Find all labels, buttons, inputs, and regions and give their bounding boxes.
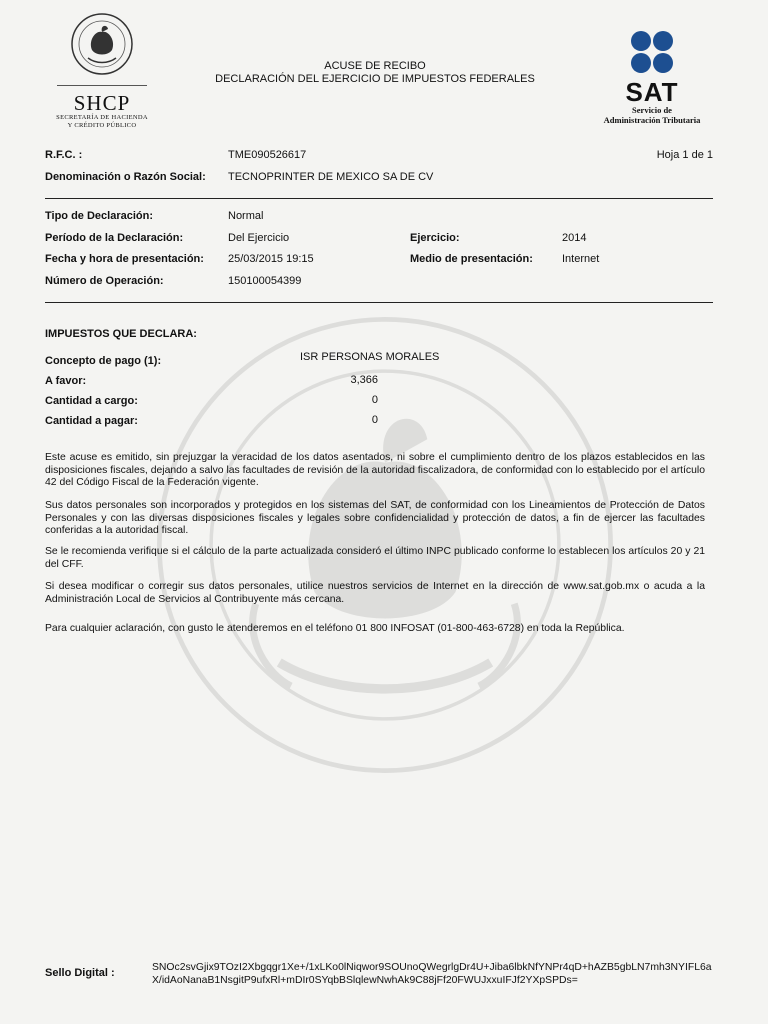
sat-sub-2: Administración Tributaria: [603, 115, 701, 125]
favor-label: A favor:: [45, 375, 87, 387]
page-indicator: Hoja 1 de 1: [656, 149, 713, 161]
taxes-section-title: IMPUESTOS QUE DECLARA:: [45, 328, 197, 340]
paragraph-modify-data: Si desea modificar o corregir sus datos personales, utilice nuestros servicios de Internet en la dirección de www.sat.gob.mx o acuda a la Administración Local de Servicios al Contribuyente más cercana.: [45, 581, 705, 605]
sat-sub-1: Servicio de: [632, 105, 672, 115]
fecha-label: Fecha y hora de presentación:: [45, 253, 204, 265]
title-line-2: DECLARACIÓN DEL EJERCICIO DE IMPUESTOS FEDERALES: [215, 73, 535, 85]
ejercicio-value: 2014: [562, 232, 587, 244]
title-line-1: ACUSE DE RECIBO: [324, 60, 426, 72]
rfc-value: TME090526617: [228, 149, 307, 161]
shcp-logo: [52, 12, 152, 130]
medio-label: Medio de presentación:: [410, 253, 533, 265]
sat-name: SAT: [625, 77, 679, 107]
divider-1: [45, 198, 713, 199]
cargo-label: Cantidad a cargo:: [45, 395, 138, 407]
sat-dots-icon: [630, 30, 674, 74]
divider-2: [45, 302, 713, 303]
operacion-value: 150100054399: [228, 275, 302, 287]
sello-label: Sello Digital :: [45, 967, 115, 979]
national-seal-watermark-icon: [150, 310, 620, 780]
pagar-label: Cantidad a pagar:: [45, 415, 138, 427]
cargo-value: 0: [371, 394, 378, 406]
name-label: Denominación o Razón Social:: [45, 171, 206, 183]
periodo-label: Período de la Declaración:: [45, 232, 184, 244]
ejercicio-label: Ejercicio:: [410, 232, 460, 244]
paragraph-contact: Para cualquier aclaración, con gusto le atenderemos en el teléfono 01 800 INFOSAT (01-800-463-6728) en toda la República.: [45, 623, 625, 634]
operacion-label: Número de Operación:: [45, 275, 164, 287]
tipo-value: Normal: [228, 210, 264, 222]
paragraph-privacy: Sus datos personales son incorporados y protegidos en los sistemas del SAT, de conformidad con los Lineamientos de Protección de Datos Personales y con las diversas disposiciones fiscales y legales sobre confidencialidad y protección de datos, a fin de ejercer las facultades conferidas a la autoridad fiscal.: [45, 500, 705, 536]
shcp-name: SHCP: [73, 91, 131, 115]
pagar-value: 0: [371, 414, 378, 426]
medio-value: Internet: [562, 253, 600, 265]
sat-logo: [592, 30, 712, 125]
paragraph-disclaimer: Este acuse es emitido, sin prejuzgar la veracidad de los datos asentados, ni sobre el cumplimiento dentro de los plazos establecidos en las disposiciones fiscales, dejando a salvo las facultades de revisión de la autoridad fiscalizadora, de conformidad con lo establecido por el artículo 42 del Código Fiscal de la Federación vigente.: [45, 452, 705, 488]
name-value: TECNOPRINTER DE MEXICO SA DE CV: [228, 171, 434, 183]
favor-value: 3,366: [350, 374, 378, 386]
paragraph-inpc: Se le recomienda verifique si el cálculo de la parte actualizada consideró el último INPC publicado conforme lo establecen los artículos 20 y 21 del CFF.: [45, 546, 705, 570]
shcp-sub-1: SECRETARÍA DE HACIENDA: [56, 114, 148, 121]
tipo-label: Tipo de Declaración:: [45, 210, 153, 222]
concepto-label: Concepto de pago (1):: [45, 355, 162, 367]
rfc-label: R.F.C. :: [45, 149, 83, 161]
mexican-seal-icon: [70, 12, 134, 76]
sello-value: SNOc2svGjix9TOzI2Xbgqgr1Xe+/1xLKo0lNiqwor9SOUnoQWegrlgDr4U+Jiba6lbkNfYNPr4qD+hAZB5gbLN7mh3NYIFL6aX/idAoNanaB1NsgitP9ufxRl+mDIr0SYqbBSlqlewNwhAk9C88jFf20FWUJxxuIFJf2YXpSPDs=: [152, 962, 712, 986]
shcp-sub-2: Y CRÉDITO PÚBLICO: [67, 122, 137, 129]
document-title: [200, 60, 550, 86]
periodo-value: Del Ejercicio: [228, 232, 290, 244]
shcp-rule: [57, 85, 147, 86]
fecha-value: 25/03/2015 19:15: [228, 253, 314, 265]
concepto-value: ISR PERSONAS MORALES: [300, 351, 440, 363]
